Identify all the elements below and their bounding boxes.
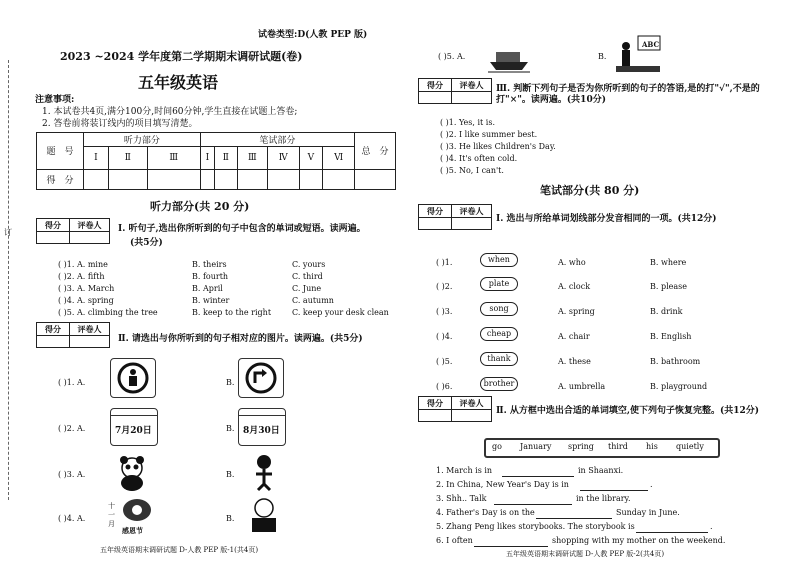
w1-item-4-a: A. chair [558,332,590,341]
p1-item-2-c: C. third [292,272,323,281]
score-cell[interactable] [108,169,147,189]
word-option: spring [568,442,594,451]
monkey-icon [244,452,284,492]
part2-title: Ⅱ. 请选出与你所听到的句子相对应的图片。读两遍。(共5分) [118,334,363,344]
p1-item-1-b: B. theirs [192,260,227,269]
people-group-icon [244,496,284,536]
score-cell[interactable] [299,169,323,189]
p1-item-1: ( )1. A. mine [58,260,108,269]
p3-item-1: ( )1. Yes, it is. [440,118,495,127]
r-item-5: ( )5. A. [438,52,466,61]
writing-heading: 笔试部分(共 80 分) [540,184,640,197]
calendar-a [110,408,158,446]
part3-title: Ⅲ. 判断下列句子是否为你所听到的句子的答语,是的打"√",不是的打"×"。读两遍。(共10分) [496,84,760,105]
calendar-b-date: 8月30日 [243,426,280,436]
qnum-label: 题 号 [37,133,84,170]
score-cell[interactable] [200,169,214,189]
col-l3: Ⅲ [147,147,200,169]
w1-item-1-a: A. who [558,258,586,267]
r-item-5-b: B. [598,52,607,61]
part1-title: Ⅰ. 听句子,选出你所听到的句子中包含的单词或短语。读两遍。 [118,224,366,234]
p2-item-3: ( )3. A. [58,470,86,479]
w1-item-1: ( )1. [436,258,453,267]
p3-item-4: ( )4. It's often cold. [440,154,518,163]
p1-item-5-c: C. keep your desk clean [292,308,389,317]
w2-item-4-post: Sunday in June. [616,508,680,517]
grader-box [418,78,492,104]
p1-item-3-b: B. April [192,284,223,293]
p3-item-2: ( )2. I like summer best. [440,130,538,139]
w2-item-2-pre: 2. In China, New Year's Day is in [436,480,569,489]
word-cloud-3: song [480,302,518,316]
score-table [36,132,396,190]
p1-item-4: ( )4. A. spring [58,296,114,305]
col-l1: Ⅰ [84,147,109,169]
turkey-icon [118,496,156,526]
p2-item-2: ( )2. A. [58,424,86,433]
p1-item-4-c: C. autumn [292,296,334,305]
exam-title: 2023 ~2024 学年度第二学期期末调研试题(卷) [60,50,303,63]
p2-item-1: ( )1. A. [58,378,86,387]
keep-right-sign-icon [239,359,283,397]
w1-item-6: ( )6. [436,382,453,391]
word-cloud-5: thank [480,352,518,366]
ship-icon [486,36,532,74]
paper-type: 试卷类型:D(人教 PEP 版) [258,30,368,40]
w2-item-5-pre: 5. Zhang Peng likes storybooks. The storybook is [436,522,635,531]
col-w4: Ⅳ [268,147,300,169]
score-label: 得 分 [37,169,84,189]
p1-item-1-c: C. yours [292,260,326,269]
blank-3[interactable] [494,504,572,505]
subject-title: 五年级英语 [138,73,219,92]
p2-item-4: ( )4. A. [58,514,86,523]
word-cloud-4: cheap [480,327,518,341]
grader-box [36,322,110,348]
thanksgiving-label: 感恩节 [122,526,143,535]
grader-score-label: 得分 [427,80,443,90]
grader-reviewer-label: 评卷人 [459,206,484,216]
score-cell[interactable] [323,169,355,189]
score-cell[interactable] [355,169,396,189]
p3-item-3: ( )3. He likes Children's Day. [440,142,556,151]
blank-4[interactable] [536,518,612,519]
col-w3: Ⅲ [237,147,268,169]
col-w6: Ⅵ [323,147,355,169]
word-box [484,438,720,458]
p1-item-3-c: C. June [292,284,322,293]
w1-item-2-a: A. clock [558,282,591,291]
grader-reviewer-label: 评卷人 [77,324,102,334]
calendar-icon [239,409,285,416]
calendar-b [238,408,286,446]
w1-title: Ⅰ. 选出与所给单词划线部分发音相同的一项。(共12分) [496,214,717,224]
p1-item-2-b: B. fourth [192,272,229,281]
w1-item-5: ( )5. [436,357,453,366]
blank-2[interactable] [580,490,648,491]
w1-item-3: ( )3. [436,307,453,316]
listening-header: 听力部分 [84,133,201,147]
grader-box [418,396,492,422]
col-l2: Ⅱ [108,147,147,169]
grader-reviewer-label: 评卷人 [77,220,102,230]
w2-item-6-pre: 6. I often [436,536,473,545]
writing-header: 笔试部分 [200,133,354,147]
word-option: third [608,442,628,451]
grader-reviewer-label: 评卷人 [459,80,484,90]
grader-reviewer-label: 评卷人 [459,398,484,408]
w1-item-1-b: B. where [650,258,687,267]
total-label: 总 分 [355,133,396,170]
w1-item-3-a: A. spring [558,307,595,316]
w1-item-4-b: B. English [650,332,692,341]
blank-6[interactable] [474,546,548,547]
listening-heading: 听力部分(共 20 分) [150,200,250,213]
w1-item-6-a: A. umbrella [558,382,606,391]
footer-left: 五年级英语期末调研试题 D-人教 PEP 版-1(共4页) [100,546,259,554]
panda-icon [112,452,152,492]
footer-right: 五年级英语期末调研试题 D-人教 PEP 版-2(共4页) [506,550,665,558]
w2-item-3-pre: 3. Shh.. Talk [436,494,487,503]
month-label: 十一月 [108,502,115,528]
board-text: ABC [642,40,660,49]
p1-item-5: ( )5. A. climbing the tree [58,308,158,317]
no-person-icon [111,359,155,397]
w2-item-3-post: in the library. [576,494,631,503]
score-cell[interactable] [215,169,237,189]
image-a-1 [110,358,156,398]
w1-item-5-b: B. bathroom [650,357,701,366]
grader-score-label: 得分 [45,324,61,334]
calendar-icon [111,409,157,416]
word-option: go [492,442,502,451]
calendar-a-date: 7月20日 [115,426,152,436]
blank-5[interactable] [636,532,708,533]
word-option: quietly [676,442,704,451]
note-2: 2. 答卷前将装订线内的项目填写清楚。 [42,119,198,129]
score-cell[interactable] [268,169,300,189]
note-1: 1. 本试卷共4页,满分100分,时间60分钟,学生直接在试题上答卷; [42,107,298,117]
w1-item-2-b: B. please [650,282,687,291]
binding-mark: 订 [4,228,12,237]
w2-item-2-post: . [650,480,653,489]
score-cell[interactable] [147,169,200,189]
p2-item-4-b: B. [226,514,235,523]
p1-item-5-b: B. keep to the right [192,308,272,317]
grader-score-label: 得分 [45,220,61,230]
grader-score-label: 得分 [427,398,443,408]
blank-1[interactable] [502,476,574,477]
grader-score-label: 得分 [427,206,443,216]
w2-item-4-pre: 4. Father's Day is on the [436,508,535,517]
word-cloud-1: when [480,253,518,267]
w2-item-6-post: shopping with my mother on the weekend. [552,536,726,545]
w2-item-1-pre: 1. March is in [436,466,493,475]
w1-item-3-b: B. drink [650,307,683,316]
word-option: his [646,442,658,451]
notes-title: 注意事项: [35,95,75,105]
p1-item-2: ( )2. A. fifth [58,272,105,281]
word-cloud-6: brother [480,377,518,391]
binding-line [8,60,9,500]
w1-item-4: ( )4. [436,332,453,341]
col-w1: Ⅰ [200,147,214,169]
image-b-1 [238,358,284,398]
p2-item-3-b: B. [226,470,235,479]
p1-item-4-b: B. winter [192,296,230,305]
col-w5: Ⅴ [299,147,323,169]
p1-item-3: ( )3. A. March [58,284,115,293]
w1-item-6-b: B. playground [650,382,708,391]
score-cell[interactable] [84,169,109,189]
w2-item-5-post: . [710,522,713,531]
col-w2: Ⅱ [215,147,237,169]
w2-item-1-post: in Shaanxi. [578,466,624,475]
part1-points: (共5分) [130,238,163,248]
word-cloud-2: plate [480,277,518,291]
grader-box [36,218,110,244]
score-cell[interactable] [237,169,268,189]
p2-item-1-b: B. [226,378,235,387]
p2-item-2-b: B. [226,424,235,433]
word-option: January [520,442,552,451]
w1-item-5-a: A. these [558,357,591,366]
p3-item-5: ( )5. No, I can't. [440,166,504,175]
grader-box [418,204,492,230]
w2-title: Ⅱ. 从方框中选出合适的单词填空,使下列句子恢复完整。(共12分) [496,406,760,416]
w1-item-2: ( )2. [436,282,453,291]
